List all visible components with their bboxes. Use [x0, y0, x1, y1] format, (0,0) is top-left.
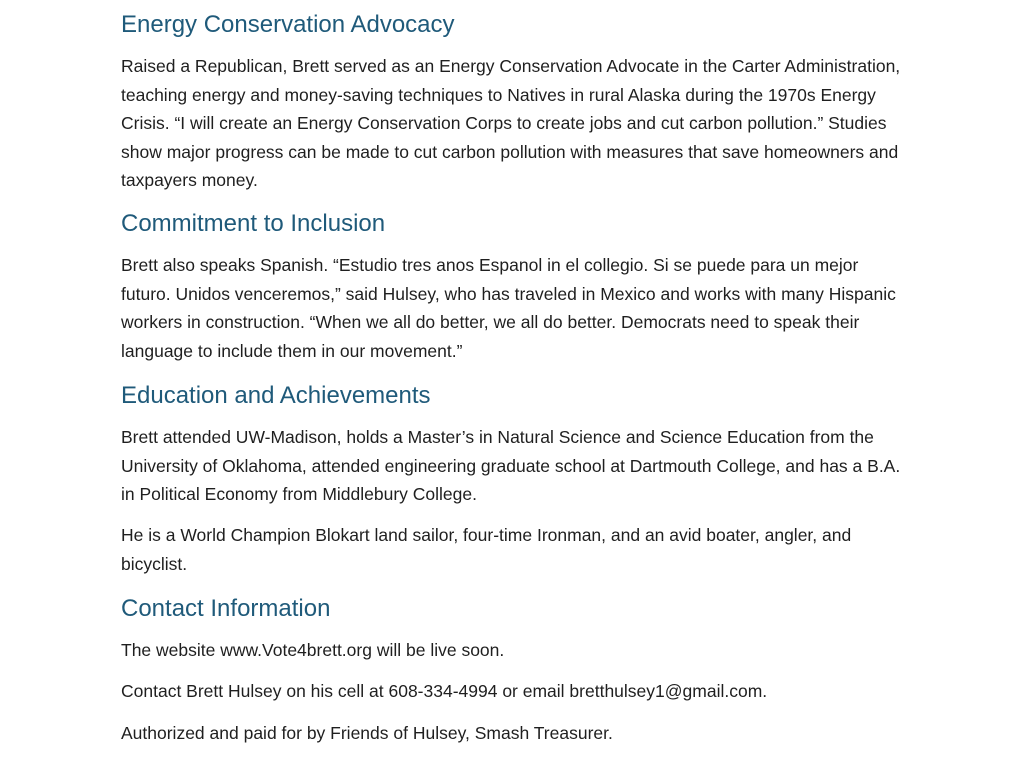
section-heading-inclusion: Commitment to Inclusion [121, 210, 386, 237]
section-heading-energy-conservation: Energy Conservation Advocacy [121, 11, 455, 38]
section-heading-education: Education and Achievements [121, 382, 431, 409]
paragraph-achievements: He is a World Champion Blokart land sailor, four-time Ironman, and an avid boater, angler, and bicyclist. [121, 525, 852, 574]
paragraph-website: The website www.Vote4brett.org will be live soon. [121, 640, 505, 660]
paragraph-contact-details: Contact Brett Hulsey on his cell at 608-334-4994 or email bretthulsey1@gmail.com. [121, 681, 768, 701]
paragraph-energy-conservation: Raised a Republican, Brett served as an Energy Conservation Advocate in the Carter Administration, teaching energy and money-saving techniques to Natives in rural Alaska during the 1970s Energy Crisis. “I will create an Energy Conservation Corps to create jobs and cut carbon pollution.” Studies show major progress can be made to cut carbon pollution with measures that save homeowners and taxpayers money. [121, 56, 901, 190]
section-heading-contact: Contact Information [121, 595, 331, 622]
paragraph-education: Brett attended UW-Madison, holds a Master’s in Natural Science and Science Education from the University of Oklahoma, attended engineering graduate school at Dartmouth College, and has a B.A. in Political Economy from Middlebury College. [121, 427, 901, 504]
paragraph-inclusion: Brett also speaks Spanish. “Estudio tres anos Espanol in el collegio. Si se puede para un mejor futuro. Unidos venceremos,” said Hulsey, who has traveled in Mexico and works with many Hispanic workers in construction. “When we all do better, we all do better. Democrats need to speak their language to include them in our movement.” [121, 255, 896, 361]
paragraph-authorization: Authorized and paid for by Friends of Hulsey, Smash Treasurer. [121, 723, 613, 743]
